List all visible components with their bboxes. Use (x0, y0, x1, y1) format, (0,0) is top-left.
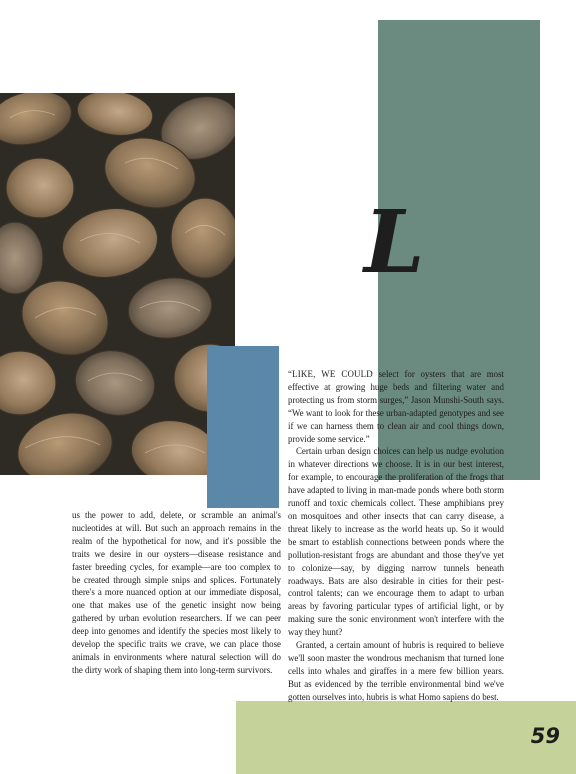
left-text-column (72, 509, 281, 677)
body-paragraph: Certain urban design choices can help us nudge evolution in whatever directions we choose. It is in our best interest, for example, to encourage the proliferation of the frogs that have adapted to living in man-made ponds where both storm runoff and toxic chemicals collect. These amphibians prey on mosquitoes and other insects that can carry disease, a threat likely to increase as the world heats up. So it would be smart to establish connections between ponds where the pollution-resistant frogs are abundant and those they've yet to colonize—say, by digging narrow tunnels beneath roadways. Bats are also desirable in cities for their pest-control talents; can we encourage them to adapt to urban areas by favoring particular types of artificial light, or by making sure the sonic environment won't interfere with the way they hunt? (288, 446, 504, 638)
right-text-column (288, 368, 504, 704)
paragraph-text: select for oysters that are most effective at growing huge beds and filtering water and protecting us from storm surges,” Jason Munshi-South says. “We want to look for these urban-adapted genotypes and see if we can harness them to clean air and cool things down, provide some service.” (288, 369, 504, 444)
blue-color-block (207, 346, 279, 508)
body-paragraph: us the power to add, delete, or scramble an animal's nucleotides at will. But such an approach remains in the realm of the hypothetical for now, and it's possible the traits we desire in our oysters—disease resistance and faster breeding cycles, for example—are too complex to be created through simple snips and splices. Fortunately there's a more nuanced option at our immediate disposal, one that makes use of the genetic insight now being gathered by urban evolution researchers. If we can peer deep into genomes and identify the species most likely to develop the specific traits we crave, we can place those animals in environments where natural selection will do the dirty work of shaping them into long-term survivors. (72, 510, 281, 675)
body-paragraph (288, 368, 504, 445)
page-number: 59 (530, 724, 560, 748)
drop-cap: L (364, 192, 425, 293)
oyster-photo (0, 93, 235, 475)
lead-in: “LIKE, WE COULD (288, 369, 373, 379)
body-paragraph: Granted, a certain amount of hubris is required to believe we'll soon master the wondrous mechanism that turned lone cells into whales and giraffes in a mere few billion years. But as evidenced by the terrible environmental bind we've gotten ourselves into, hubris is what Homo sapiens do best. (288, 640, 504, 702)
